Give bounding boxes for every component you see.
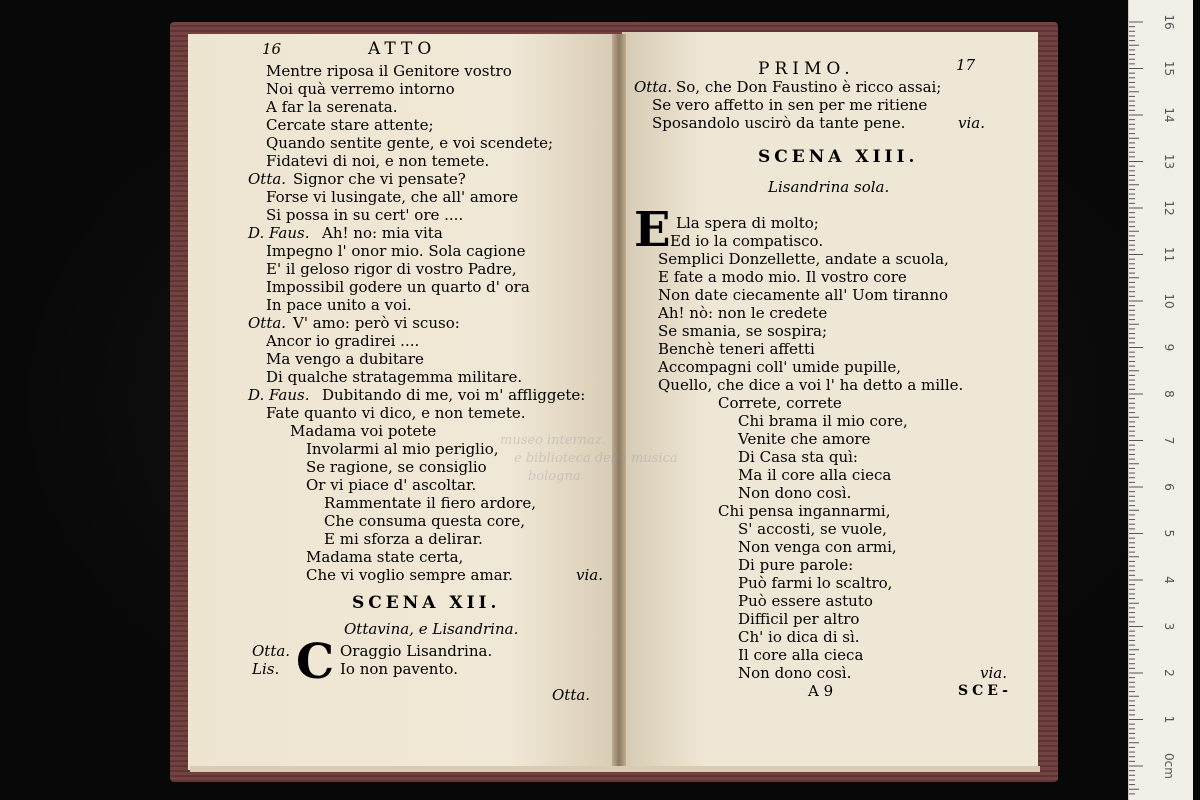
page-edges — [190, 766, 1040, 772]
speaker-label: Otta. — [248, 170, 287, 188]
aria-line: Non dono così. — [738, 484, 852, 502]
ruler-label: 9 — [1162, 343, 1176, 352]
verse-line: A far la serenata. — [266, 98, 398, 116]
aria-line: S' accosti, se vuole, — [738, 520, 887, 538]
verse-line: Sposandolo uscirò da tante pene. — [652, 114, 906, 132]
recitative-line: Accompagni coll' umide pupille, — [658, 358, 902, 376]
ruler-label: 11 — [1162, 246, 1176, 263]
speaker-label: Otta. — [248, 314, 287, 332]
right-page-number: 17 — [956, 56, 976, 74]
ruler-label: 4 — [1162, 576, 1176, 584]
speaker-label: D. Faus. — [248, 224, 310, 242]
ruler-label: 16 — [1162, 14, 1176, 30]
ruler-scale — [1129, 0, 1193, 800]
verse-line: Se vero affetto in sen per me ritiene — [652, 96, 928, 114]
verse-line: Cercate stare attente; — [266, 116, 434, 134]
ruler-label: 12 — [1162, 200, 1176, 216]
recitative-line: Non date ciecamente all' Uom tiranno — [658, 286, 949, 304]
ruler-label: 3 — [1162, 622, 1176, 631]
verse-line: In pace unito a voi. — [266, 296, 412, 314]
verse-line: Fidatevi di noi, e non temete. — [266, 152, 490, 170]
scene-title: SCENA XIII. — [758, 147, 919, 167]
aria-line: Difficil per altro — [738, 610, 860, 628]
verse-line: E' il geloso rigor di vostro Padre, — [266, 260, 517, 278]
aria-line: Non dono così. — [738, 664, 852, 682]
recitative-line: Ah! nò: non le credete — [658, 304, 828, 322]
exit-via-label: via. — [980, 664, 1007, 682]
verse-line: Ancor io gradirei .... — [266, 332, 420, 350]
aria-line: Che vi voglio sempre amar. — [306, 566, 513, 584]
speaker-label: D. Faus. — [248, 386, 310, 404]
right-running-head: PRIMO. — [758, 59, 855, 79]
ruler-label: 15 — [1162, 60, 1176, 77]
dialogue-line: Oraggio Lisandrina. — [340, 642, 493, 660]
measurement-ruler — [1128, 0, 1193, 800]
drop-cap: E — [634, 202, 671, 258]
exit-via-label: via. — [958, 114, 985, 132]
aria-line: Ma il core alla cieca — [738, 466, 892, 484]
recitative-line: Ed io la compatisco. — [670, 232, 824, 250]
verse-line: Mentre riposa il Genitore vostro — [266, 62, 512, 80]
aria-line: Involarmi al mio periglio, — [306, 440, 499, 458]
book-gutter — [612, 34, 626, 772]
aria-line: Può essere astuto — [738, 592, 873, 610]
recitative-line: Se smania, se sospira; — [658, 322, 828, 340]
aria-line: Se ragione, se consiglio — [306, 458, 487, 476]
recitative-line: Semplici Donzellette, andate a scuola, — [658, 250, 949, 268]
speaker-label: Lis. — [252, 660, 280, 678]
aria-line: Il core alla cieca — [738, 646, 864, 664]
ruler-label: 13 — [1162, 153, 1176, 170]
aria-line: Ch' io dica di sì. — [738, 628, 860, 646]
aria-line: Chi brama il mio core, — [738, 412, 908, 430]
aria-line: Chi pensa ingannarmi, — [718, 502, 891, 520]
ruler-label: 8 — [1162, 390, 1176, 398]
left-running-head: ATTO — [368, 39, 437, 59]
verse-line: Di qualche stratagemma militare. — [266, 368, 523, 386]
verse-line: V' amo: però vi scuso: — [293, 314, 460, 332]
catchword: SCE- — [958, 683, 1012, 699]
ruler-label: 1 — [1162, 715, 1176, 724]
ruler-label: 0cm — [1162, 753, 1176, 779]
left-page-number: 16 — [262, 40, 282, 58]
aria-line: Correte, correte — [718, 394, 842, 412]
ruler-label: 6 — [1162, 483, 1176, 491]
verse-line: Dubitando di me, voi m' affliggete: — [322, 386, 586, 404]
aria-line: Che consuma questa core, — [324, 512, 525, 530]
scene-title: SCENA XII. — [352, 593, 501, 613]
recitative-line: Lla spera di molto; — [676, 214, 819, 232]
ruler-label: 2 — [1162, 669, 1176, 677]
recitative-line: Benchè teneri affetti — [658, 340, 815, 358]
library-watermark: e biblioteca della musica — [514, 451, 678, 466]
library-watermark: museo internaz. — [500, 433, 606, 448]
drop-cap: C — [296, 634, 335, 690]
verse-line: Impegno l' onor mio. Sola cagione — [266, 242, 526, 260]
ruler-label: 7 — [1162, 436, 1176, 445]
verse-line: Ma vengo a dubitare — [266, 350, 424, 368]
verse-line: Signor che vi pensate? — [293, 170, 466, 188]
scene-cast: Ottavina, e Lisandrina. — [344, 620, 519, 638]
aria-line: Di pure parole: — [738, 556, 854, 574]
verse-line: Ah! no: mia vita — [322, 224, 443, 242]
verse-line: Noi quà verremo intorno — [266, 80, 455, 98]
speaker-label: Otta. — [634, 78, 673, 96]
aria-line: Madama state certa, — [306, 548, 464, 566]
speaker-label: Otta. — [252, 642, 291, 660]
aria-line: Non venga con armi, — [738, 538, 897, 556]
ruler-label: 14 — [1162, 107, 1176, 123]
catchword: Otta. — [552, 686, 591, 704]
scene-cast: Lisandrina sola. — [768, 178, 890, 196]
dialogue-line: Io non pavento. — [340, 660, 458, 678]
aria-line: Or vi piace d' ascoltar. — [306, 476, 477, 494]
aria-line: Madama voi potete — [290, 422, 437, 440]
aria-line: E mi sforza a delirar. — [324, 530, 483, 548]
ruler-label: 10 — [1162, 293, 1176, 309]
library-watermark: bologna — [528, 469, 581, 484]
verse-line: Quando sentite gente, e voi scendete; — [266, 134, 554, 152]
verse-line: So, che Don Faustino è ricco assai; — [676, 78, 942, 96]
signature-mark: A 9 — [808, 682, 834, 700]
recitative-line: E fate a modo mio. Il vostro core — [658, 268, 907, 286]
verse-line: Si possa in su cert' ore .... — [266, 206, 464, 224]
verse-line: Impossibil godere un quarto d' ora — [266, 278, 530, 296]
exit-via-label: via. — [576, 566, 603, 584]
recitative-line: Quello, che dice a voi l' ha detto a mille. — [658, 376, 964, 394]
aria-line: Rammentate il fiero ardore, — [324, 494, 536, 512]
verse-line: Forse vi lusingate, che all' amore — [266, 188, 519, 206]
verse-line: Fate quanto vi dico, e non temete. — [266, 404, 526, 422]
aria-line: Può farmi lo scaltro, — [738, 574, 893, 592]
aria-line: Venite che amore — [738, 430, 871, 448]
aria-line: Di Casa sta quì: — [738, 448, 858, 466]
ruler-label: 5 — [1162, 529, 1176, 538]
